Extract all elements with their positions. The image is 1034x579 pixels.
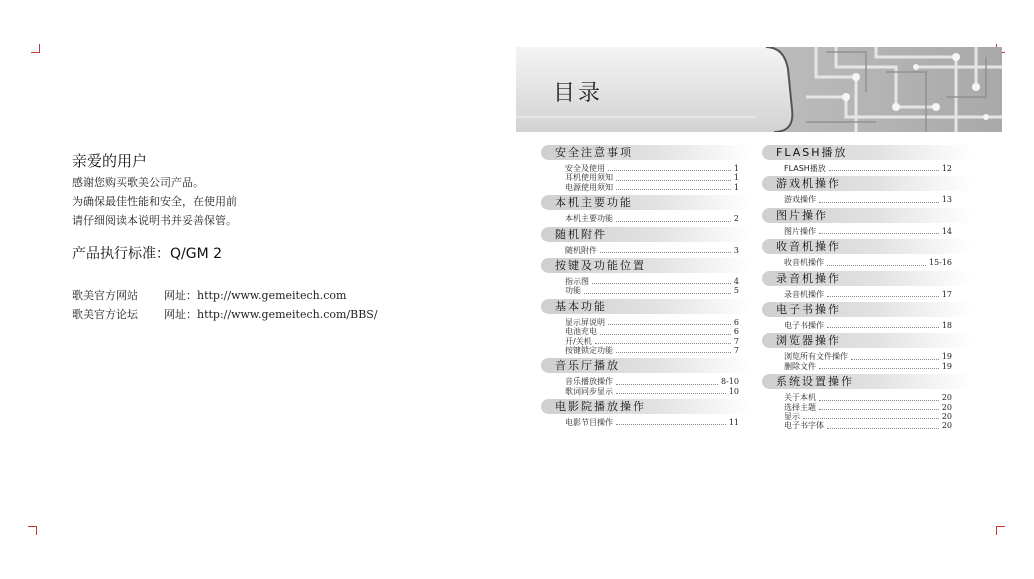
toc-section-heading: 系统设置操作: [762, 374, 972, 389]
forum-url[interactable]: http://www.gemeitech.com/BBS/: [197, 308, 378, 321]
toc-entry[interactable]: [541, 337, 751, 346]
intro-line: 为确保最佳性能和安全，在使用前: [72, 195, 237, 208]
toc-section: [762, 333, 972, 371]
toc-entry-page: 20: [941, 393, 952, 403]
toc-entry[interactable]: [541, 214, 751, 223]
toc-entry[interactable]: [762, 412, 972, 421]
toc-entry[interactable]: [541, 173, 751, 182]
dot-leader: [616, 384, 718, 385]
toc-entry-title: 游戏操作: [784, 195, 816, 205]
crop-mark-top-left: [31, 44, 40, 53]
dot-leader: [851, 359, 939, 360]
toc-entry-title: 电子书字体: [784, 421, 824, 431]
toc-entry[interactable]: [541, 418, 751, 427]
toc-section: [762, 271, 972, 299]
toc-section: [541, 358, 751, 396]
toc-entry[interactable]: [541, 286, 751, 295]
toc-entry-page: 5: [733, 286, 739, 296]
toc-entry-page: 12: [941, 163, 952, 173]
toc-section: [541, 299, 751, 356]
toc-entry-title: 图片操作: [784, 226, 816, 236]
toc-section: [541, 145, 751, 192]
toc-section: [762, 374, 972, 431]
dot-leader: [584, 293, 731, 294]
dot-leader: [819, 400, 939, 401]
dot-leader: [600, 252, 731, 253]
toc-section-heading: 录音机操作: [762, 271, 972, 286]
toc-entry-title: 删除文件: [784, 361, 816, 371]
toc-entry-title: FLASH播放: [784, 163, 826, 173]
greeting-heading: 亲爱的用户: [72, 152, 148, 170]
website-url[interactable]: http://www.gemeitech.com: [197, 289, 347, 302]
toc-entry-title: 关于本机: [784, 393, 816, 403]
toc-entry-page: 11: [728, 418, 739, 428]
toc-section-heading: 随机附件: [541, 227, 751, 242]
toc-entry[interactable]: [541, 327, 751, 336]
toc-entry-page: 20: [941, 411, 952, 421]
toc-entry-title: 随机附件: [565, 245, 597, 255]
toc-entry[interactable]: [762, 258, 972, 267]
toc-section-heading: 安全注意事项: [541, 145, 751, 160]
toc-entry-page: 7: [733, 336, 739, 346]
toc-entry-title: 开/关机: [565, 336, 592, 346]
toc-entry-page: 13: [941, 195, 952, 205]
toc-entry-title: 电池充电: [565, 327, 597, 337]
dot-leader: [827, 296, 939, 297]
toc-entry[interactable]: [541, 164, 751, 173]
crop-mark-bottom-left: [28, 526, 37, 535]
toc-entry-title: 本机主要功能: [565, 214, 613, 224]
toc-section: [762, 145, 972, 173]
toc-entry-title: 按键锁定功能: [565, 345, 613, 355]
toc-entry-page: 15-16: [928, 258, 952, 268]
toc-section: [541, 227, 751, 255]
toc-entry-page: 6: [733, 317, 739, 327]
toc-entry-title: 显示: [784, 411, 800, 421]
dot-leader: [827, 327, 939, 328]
toc-entry-title: 音乐播放操作: [565, 377, 613, 387]
dot-leader: [616, 352, 731, 353]
toc-entry-title: 安全及使用: [565, 163, 605, 173]
toc-entry[interactable]: [762, 164, 972, 173]
toc-section: [762, 208, 972, 236]
official-links: [72, 286, 378, 324]
dot-leader: [803, 418, 939, 419]
toc-entry-title: 功能: [565, 286, 581, 296]
toc-section-heading: 按键及功能位置: [541, 258, 751, 273]
toc-entry[interactable]: [541, 346, 751, 355]
toc-entry-page: 19: [941, 352, 952, 362]
toc-entry-title: 歌词同步显示: [565, 386, 613, 396]
toc-section: [541, 399, 751, 427]
toc-entry-page: 20: [941, 421, 952, 431]
dot-leader: [827, 428, 939, 429]
toc-section-heading: 游戏机操作: [762, 176, 972, 191]
toc-entry-page: 19: [941, 361, 952, 371]
toc-entry-title: 电影节目操作: [565, 418, 613, 428]
toc-section-heading: FLASH播放: [762, 145, 972, 160]
toc-entry-page: 1: [733, 163, 739, 173]
website-label: 歌美官方网站: [72, 289, 138, 302]
toc-section: [541, 195, 751, 223]
page-title: 目录: [553, 81, 604, 106]
website-link-row: [72, 286, 378, 305]
toc-entry-title: 指示图: [565, 276, 589, 286]
toc-entry-title: 电源使用须知: [565, 182, 613, 192]
dot-leader: [616, 180, 731, 181]
toc-section: [762, 239, 972, 267]
toc-entry-page: 1: [733, 173, 739, 183]
toc-entry[interactable]: [762, 227, 972, 236]
website-url-label: 网址：: [164, 289, 197, 302]
toc-entry[interactable]: [762, 421, 972, 430]
product-standard: 产品执行标准：Q/GM 2: [72, 246, 223, 262]
toc-entry-page: 17: [941, 289, 952, 299]
toc-right-column: [762, 145, 972, 434]
toc-entry-page: 8-10: [721, 377, 739, 387]
dot-leader: [608, 324, 731, 325]
toc-entry-page: 6: [733, 327, 739, 337]
dot-leader: [819, 368, 939, 369]
toc-entry-page: 3: [733, 245, 739, 255]
toc-section: [762, 176, 972, 204]
toc-left-column: [541, 145, 751, 430]
crop-mark-bottom-right: [996, 526, 1005, 535]
toc-section-heading: 本机主要功能: [541, 195, 751, 210]
intro-line: 请仔细阅读本说明书并妥善保管。: [72, 214, 237, 227]
toc-section-heading: 图片操作: [762, 208, 972, 223]
forum-link-row: [72, 305, 378, 324]
forum-label: 歌美官方论坛: [72, 308, 138, 321]
toc-section-heading: 音乐厅播放: [541, 358, 751, 373]
toc-section-heading: 收音机操作: [762, 239, 972, 254]
toc-entry[interactable]: [762, 290, 972, 299]
toc-entry[interactable]: [762, 195, 972, 204]
dot-leader: [608, 170, 731, 171]
dot-leader: [827, 265, 926, 266]
toc-section-heading: 浏览器操作: [762, 333, 972, 348]
dot-leader: [600, 334, 731, 335]
dot-leader: [819, 233, 939, 234]
toc-entry[interactable]: [762, 352, 972, 361]
forum-url-label: 网址：: [164, 308, 197, 321]
toc-entry[interactable]: [541, 387, 751, 396]
toc-section-heading: 电子书操作: [762, 302, 972, 317]
toc-section-heading: 基本功能: [541, 299, 751, 314]
dot-leader: [616, 393, 726, 394]
dot-leader: [616, 221, 731, 222]
dot-leader: [616, 189, 731, 190]
dot-leader: [592, 283, 731, 284]
dot-leader: [595, 343, 731, 344]
toc-section: [762, 302, 972, 330]
toc-entry-page: 10: [728, 386, 739, 396]
toc-entry-title: 收音机操作: [784, 258, 824, 268]
toc-entry[interactable]: [541, 183, 751, 192]
toc-entry[interactable]: [541, 277, 751, 286]
intro-line: 感谢您购买歌美公司产品。: [72, 176, 204, 189]
toc-entry-page: 7: [733, 345, 739, 355]
toc-entry-title: 耳机使用须知: [565, 173, 613, 183]
dot-leader: [819, 409, 939, 410]
toc-section: [541, 258, 751, 296]
toc-entry-page: 4: [733, 276, 739, 286]
dot-leader: [819, 202, 939, 203]
toc-entry-title: 浏览所有文件操作: [784, 352, 848, 362]
dot-leader: [616, 424, 726, 425]
toc-entry-title: 电子书操作: [784, 320, 824, 330]
intro-text: [72, 173, 237, 230]
toc-entry[interactable]: [762, 393, 972, 402]
toc-entry[interactable]: [762, 403, 972, 412]
toc-entry-page: 1: [733, 182, 739, 192]
toc-entry-page: 2: [733, 214, 739, 224]
dot-leader: [829, 170, 939, 171]
toc-entry-page: 18: [941, 320, 952, 330]
toc-entry[interactable]: [762, 321, 972, 330]
toc-entry-title: 录音机操作: [784, 289, 824, 299]
toc-entry[interactable]: [541, 377, 751, 386]
toc-entry-page: 14: [941, 226, 952, 236]
toc-entry-title: 选择主题: [784, 402, 816, 412]
toc-section-heading: 电影院播放操作: [541, 399, 751, 414]
toc-entry-page: 20: [941, 402, 952, 412]
toc-entry[interactable]: [541, 246, 751, 255]
toc-entry[interactable]: [762, 362, 972, 371]
toc-entry[interactable]: [541, 318, 751, 327]
toc-entry-title: 显示屏说明: [565, 317, 605, 327]
